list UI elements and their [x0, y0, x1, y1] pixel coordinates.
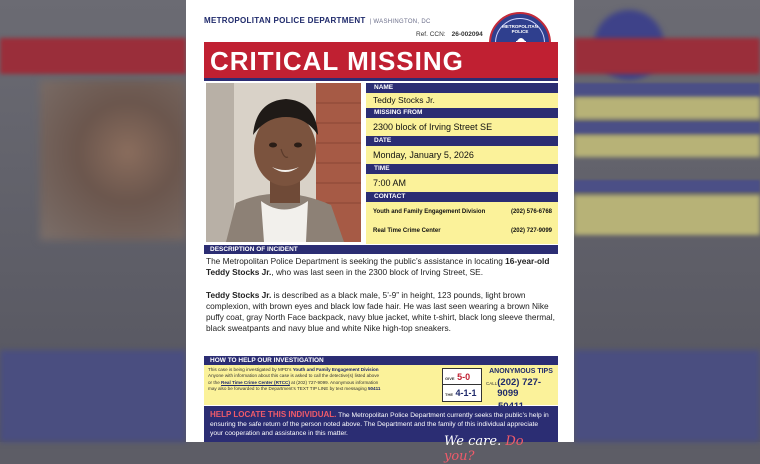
blurred-background-right — [574, 0, 760, 442]
logo-the: THE — [445, 392, 453, 397]
help-line: may also be forwarded to the Department’s TEXT TIP LINE by text messaging — [208, 386, 368, 392]
time-value: 7:00 AM — [366, 174, 558, 192]
contact-phone[interactable]: (202) 727-9099 — [510, 228, 552, 234]
subject-description: is described as a black male, 5’-9” in height, 123 pounds, light brown complexion, with brown eyes and black low fade hair. He was last seen wearing a brown Nike puffy coat, gray North Face backpack, navy blue jacket, white t-shirt, black long sleeve thermal, black sweatpants and navy blue and white Nike high-top sneakers. — [206, 290, 555, 333]
tips-title: ANONYMOUS TIPS — [489, 368, 553, 375]
contact-list — [366, 202, 558, 244]
slogan-do-you: Do you? — [444, 434, 524, 464]
ref-value: 26-002094 — [451, 31, 483, 38]
incident-text: , who was last seen in the 2300 block of Irving Street, SE. — [271, 267, 484, 277]
help-text-number: 50411 — [367, 386, 381, 392]
help-unit: Youth and Family Engagement Division — [292, 367, 379, 372]
call-label: CALL — [486, 381, 498, 386]
locate-body: The Metropolitan Police Department currently seeks the public’s help in ensuring the safe return of the person noted above. The Department and the family of this individual appreciate your cooperation and assistance in this matter. — [210, 412, 549, 437]
missing-person-flyer — [186, 0, 574, 464]
help-locate-section — [204, 406, 558, 464]
give-5-0-the-4-1-1-logo — [442, 368, 482, 402]
missing-person-photo — [206, 83, 361, 242]
help-line: This case is being investigated by MPD’s — [208, 367, 293, 372]
logo-4-1-1: 4-1-1 — [455, 388, 477, 398]
incident-text: The Metropolitan Police Department is seeking the public’s assistance in locating — [206, 256, 506, 266]
slogan-we-care: We care. — [444, 434, 502, 449]
contact-row — [373, 209, 552, 215]
incident-paragraph-2 — [206, 290, 556, 334]
date-label: DATE — [366, 136, 558, 146]
blurred-background-left — [0, 0, 186, 442]
banner-stripe — [204, 78, 558, 81]
missing-from-value: 2300 block of Irving Street SE — [366, 118, 558, 136]
banner-title: CRITICAL MISSING — [210, 46, 464, 76]
department-header — [204, 16, 431, 25]
details-panel — [366, 83, 558, 244]
contact-phone[interactable]: (202) 576-6768 — [510, 209, 552, 215]
help-text — [208, 367, 436, 393]
logo-give: GIVE — [445, 376, 455, 381]
badge-top-text: METROPOLITAN POLICE — [502, 24, 538, 34]
help-box — [204, 365, 558, 405]
missing-from-label: MISSING FROM — [366, 108, 558, 118]
help-line: Anyone with information about this case is asked to call the detective(s) listed above — [208, 373, 380, 379]
contact-row — [373, 228, 552, 234]
help-line: at (202) 727-9099. Anonymous information — [289, 379, 379, 385]
date-value: Monday, January 5, 2026 — [366, 146, 558, 164]
reference-ccn — [416, 31, 483, 38]
help-line: or the — [208, 379, 222, 385]
we-care-slogan — [444, 434, 558, 464]
name-value: Teddy Stocks Jr. — [366, 93, 558, 108]
critical-missing-banner — [204, 42, 558, 78]
incident-section-header: DESCRIPTION OF INCIDENT — [204, 245, 558, 254]
contact-name: Real Time Crime Center — [373, 228, 441, 234]
incident-paragraph-1 — [206, 256, 556, 278]
help-rtcc: Real Time Crime Center (RTCC) — [221, 379, 290, 385]
incident-subject: 16-year-old Teddy Stocks Jr. — [206, 256, 550, 277]
department-location: | WASHINGTON, DC — [369, 19, 431, 25]
name-label: NAME — [366, 83, 558, 93]
logo-5-0: 5-0 — [457, 372, 471, 382]
department-name: METROPOLITAN POLICE DEPARTMENT — [204, 16, 366, 25]
ref-label: Ref. CCN: — [416, 31, 446, 38]
time-label: TIME — [366, 164, 558, 174]
locate-heading: HELP LOCATE THIS INDIVIDUAL. — [210, 410, 337, 419]
subject-name: Teddy Stocks Jr. — [206, 290, 272, 300]
help-section-header: HOW TO HELP OUR INVESTIGATION — [204, 356, 558, 365]
contact-name: Youth and Family Engagement Division — [373, 209, 486, 215]
tips-call-number[interactable]: (202) 727-9099 — [497, 377, 542, 399]
contact-label: CONTACT — [366, 192, 558, 202]
